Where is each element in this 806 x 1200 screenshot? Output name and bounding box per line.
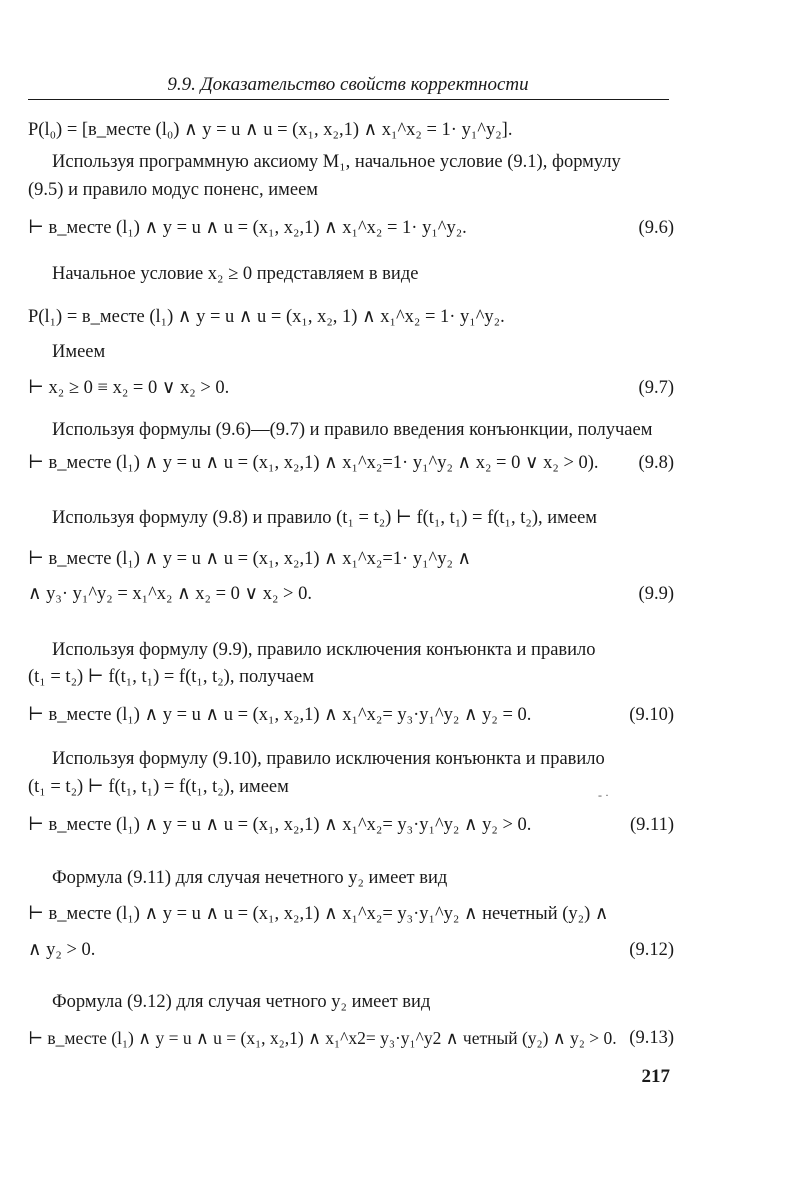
print-smudge: - · [598,788,609,802]
formula-line: ∧ y₃· y₁^y₂ = x₁^x₂ ∧ x₂ = 0 ∨ x₂ > 0. [28,584,312,604]
equation-number: (9.11) [629,815,674,835]
paragraph-line: Используя формулу (9.8) и правило (t₁ = t₂) ⊢ f(t₁, t₁) = f(t₁, t₂), имеем [52,508,597,528]
paragraph-line: Используя формулу (9.9), правило исключения конъюнкта и правило [52,640,596,660]
formula-line: ⊢ в_месте (l₁) ∧ y = u ∧ u = (x₁, x₂,1) ∧ x₁^x₂= y₃·y₁^y₂ ∧ y₂ > 0. [28,815,532,835]
equation-number: (9.6) [638,218,674,238]
formula-line: ⊢ x₂ ≥ 0 ≡ x₂ = 0 ∨ x₂ > 0. [28,378,230,398]
formula-line: ⊢ в_месте (l₁) ∧ y = u ∧ u = (x₁, x₂,1) ∧ x₁^x₂ = 1· y₁^y₂. [28,218,467,238]
paragraph-line: (t₁ = t₂) ⊢ f(t₁, t₁) = f(t₁, t₂), получаем [28,667,314,687]
equation-number: (9.9) [638,584,674,604]
paragraph-line: Формула (9.11) для случая нечетного y₂ имеет вид [52,868,448,888]
formula-line: ⊢ в_месте (l₁) ∧ y = u ∧ u = (x₁, x₂,1) ∧ x₁^x₂= y₃·y₁^y₂ ∧ y₂ = 0. [28,705,532,725]
paragraph-line: Формула (9.12) для случая четного y₂ имеет вид [52,992,431,1012]
paragraph-line: Начальное условие x₂ ≥ 0 представляем в виде [52,264,419,284]
equation-number: (9.7) [638,378,674,398]
paragraph-line: Используя программную аксиому M₁, начальное условие (9.1), формулу [52,152,621,172]
formula-line: ∧ y₂ > 0. [28,940,96,960]
paragraph-line: Имеем [52,342,106,362]
paragraph-line: Используя формулу (9.10), правило исключения конъюнкта и правило [52,749,605,769]
running-title: 9.9. Доказательство свойств корректности [167,74,529,95]
formula-line: ⊢ в_месте (l₁) ∧ y = u ∧ u = (x₁, x₂,1) ∧ x₁^x₂=1· y₁^y₂ ∧ [28,549,472,569]
equation-number: (9.13) [629,1028,674,1048]
header-rule [28,99,669,100]
formula-line: P(l₀) = [в_месте (l₀) ∧ y = u ∧ u = (x₁, x₂,1) ∧ x₁^x₂ = 1· y₁^y₂]. [28,120,513,140]
equation-number: (9.8) [638,453,674,473]
formula-line: ⊢ в_месте (l₁) ∧ y = u ∧ u = (x₁, x₂,1) ∧ x₁^x2= y₃·y₁^y2 ∧ четный (y₂) ∧ y₂ > 0. [28,1028,617,1048]
formula-line: ⊢ в_месте (l₁) ∧ y = u ∧ u = (x₁, x₂,1) ∧ x₁^x₂=1· y₁^y₂ ∧ x₂ = 0 ∨ x₂ > 0). [28,453,599,473]
equation-number: (9.10) [629,705,674,725]
paragraph-line: Используя формулы (9.6)—(9.7) и правило введения конъюнкции, получаем [52,420,653,440]
paragraph-line: (9.5) и правило модус поненс, имеем [28,180,318,200]
formula-line: ⊢ в_месте (l₁) ∧ y = u ∧ u = (x₁, x₂,1) ∧ x₁^x₂= y₃·y₁^y₂ ∧ нечетный (y₂) ∧ [28,904,609,924]
page-number: 217 [641,1066,670,1087]
equation-number: (9.12) [629,940,674,960]
paragraph-line: (t₁ = t₂) ⊢ f(t₁, t₁) = f(t₁, t₂), имеем [28,777,289,797]
formula-line: P(l₁) = в_месте (l₁) ∧ y = u ∧ u = (x₁, x₂, 1) ∧ x₁^x₂ = 1· y₁^y₂. [28,307,505,327]
